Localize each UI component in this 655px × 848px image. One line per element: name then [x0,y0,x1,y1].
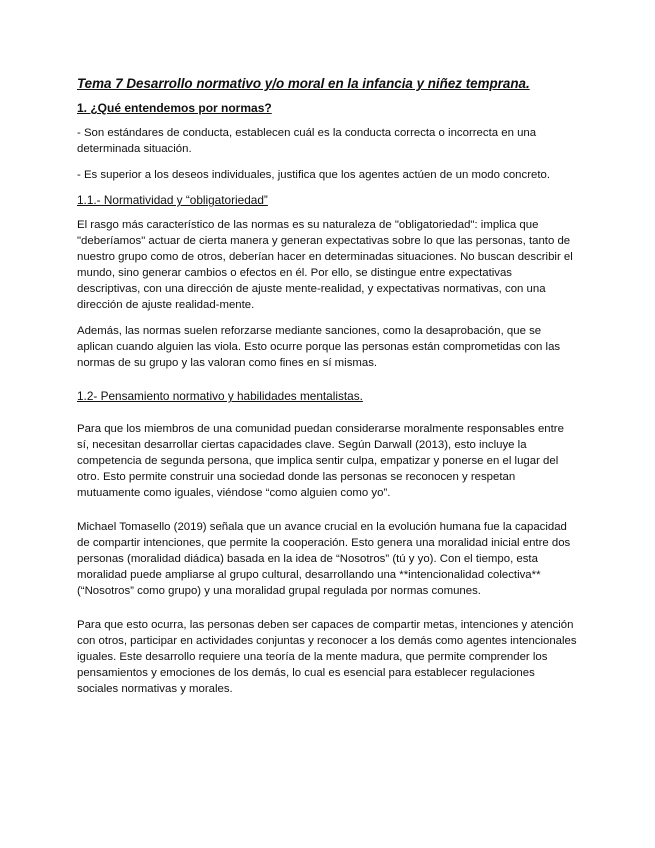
document-title: Tema 7 Desarrollo normativo y/o moral en la infancia y niñez temprana. [77,76,530,91]
paragraph-darwall: Para que los miembros de una comunidad puedan considerarse moralmente responsables entre sí, necesitan desarrollar ciertas capacidades clave. Según Darwall (2013), esto incluye la competencia de segunda persona, que implica sentir culpa, empatizar y ponerse en el lugar del otro. Esto permite construir una sociedad donde las personas se reconocen y respetan mutuamente como iguales, viéndose “como alguien como yo”. [77,423,564,499]
paragraph-tomasello: Michael Tomasello (2019) señala que un avance crucial en la evolución humana fue la capacidad de compartir intenciones, que permite la cooperación. Esto genera una moralidad inicial entre dos personas (moralidad diádica) basada en la idea de “Nosotros” (tú y yo). Con el tiempo, esta moralidad puede ampliarse al grupo cultural, desarrollando una **intencionalidad colectiva** (“Nosotros” como grupo) y una moralidad grupal regulada por normas comunes. [77,521,571,597]
subsection-heading-normatividad: 1.1.- Normatividad y “obligatoriedad” [77,193,268,207]
bullet-superior: - Es superior a los deseos individuales, justifica que los agentes actúen de un modo concreto. [77,169,550,181]
bullet-estandares: - Son estándares de conducta, establecen cuál es la conducta correcta o incorrecta en una determinada situación. [77,127,537,155]
paragraph-sanciones: Además, las normas suelen reforzarse mediante sanciones, como la desaprobación, que se aplican cuando alguien las viola. Esto ocurre porque las personas están comprometidas con las normas de su grupo y las valoran como fines en sí mismas. [77,325,561,369]
section-heading-normas: 1. ¿Qué entendemos por normas? [77,101,272,115]
subsection-heading-pensamiento: 1.2- Pensamiento normativo y habilidades mentalistas. [77,389,363,403]
document-page [77,76,577,707]
paragraph-obligatoriedad: El rasgo más característico de las normas es su naturaleza de "obligatoriedad": implica que "deberíamos" actuar de cierta manera y generan expectativas sobre lo que las personas, tanto de nuestro grupo como de otros, deberían hacer en determinadas situaciones. No buscan describir el mundo, sino generar cambios o efectos en él. Por ello, se distingue entre expectativas descriptivas, con una dirección de ajuste mente-realidad, y expectativas normativas, con una dirección de ajuste realidad-mente. [77,219,573,311]
paragraph-teoria-mente: Para que esto ocurra, las personas deben ser capaces de compartir metas, intenciones y atención con otros, participar en actividades conjuntas y reconocer a los demás como agentes intencionales iguales. Este desarrollo requiere una teoría de la mente madura, que permite comprender los pensamientos y emociones de los demás, lo cual es esencial para establecer regulaciones sociales normativas y morales. [77,619,577,695]
